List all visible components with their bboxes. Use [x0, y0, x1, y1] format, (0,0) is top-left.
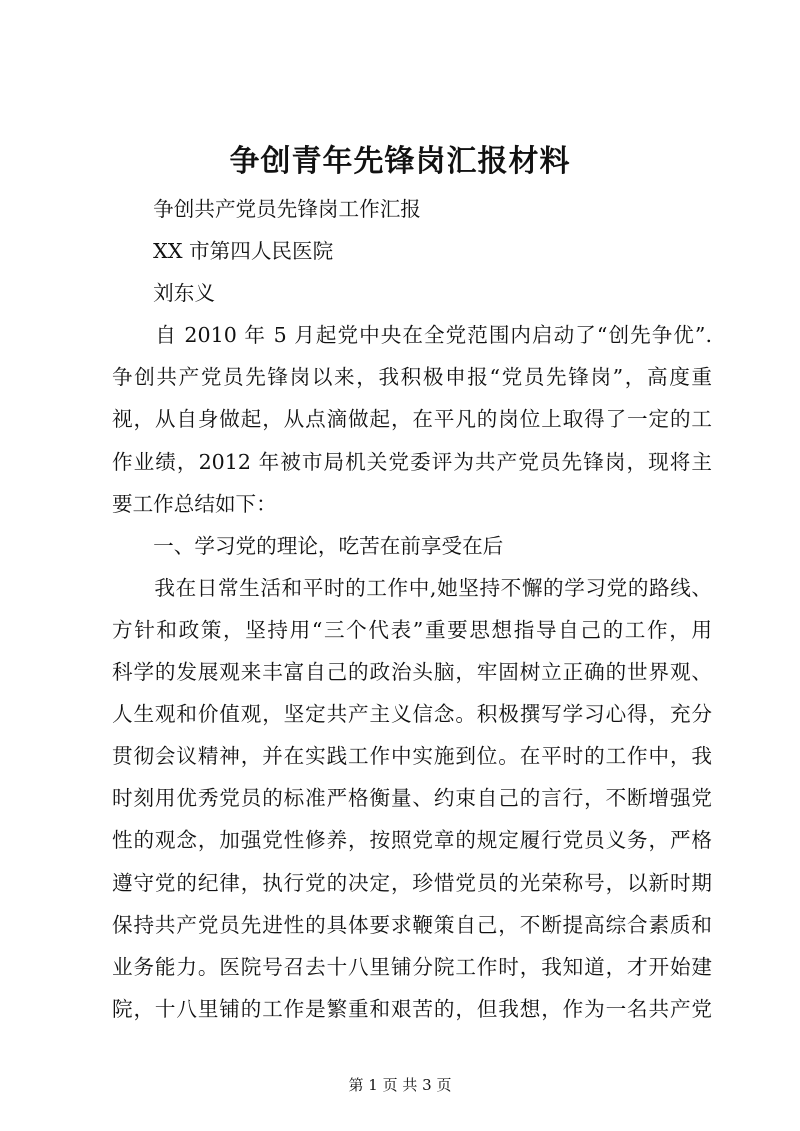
text-line: 遵守党的纪律，执行党的决定，珍惜党员的光荣称号，以新时期 — [112, 870, 712, 895]
text-line: 争创共产党员先锋岗工作汇报 — [112, 197, 421, 221]
page-footer: 第 1 页 共 3 页 — [348, 1076, 452, 1094]
text-line: 时刻用优秀党员的标准严格衡量、约束自己的言行，不断增强党 — [112, 786, 712, 811]
text-line: 科学的发展观来丰富自己的政治头脑，牢固树立正确的世界观、 — [112, 660, 712, 685]
text-line: 要工作总结如下： — [112, 491, 277, 516]
document-body — [112, 188, 712, 1030]
text-line: 自 2010 年 5 月起党中央在全党范围内启动了“创先争优”. — [112, 323, 712, 348]
text-line: 争创共产党员先锋岗以来，我积极申报“党员先锋岗”，高度重 — [112, 365, 712, 390]
text-line: XX 市第四人民医院 — [112, 239, 334, 264]
text-line: 贯彻会议精神，并在实践工作中实施到位。在平时的工作中，我 — [112, 744, 712, 769]
text-line: 我在日常生活和平时的工作中,她坚持不懈的学习党的路线、 — [112, 575, 712, 600]
text-line: 作业绩，2012 年被市局机关党委评为共产党员先锋岗，现将主 — [112, 449, 712, 474]
text-line: 业务能力。医院号召去十八里铺分院工作时，我知道，才开始建 — [112, 954, 712, 979]
text-line: 院，十八里铺的工作是繁重和艰苦的，但我想，作为一名共产党 — [112, 996, 712, 1021]
text-line: 性的观念，加强党性修养，按照党章的规定履行党员义务，严格 — [112, 828, 712, 853]
text-line: 刘东义 — [112, 281, 215, 306]
text-line: 保持共产党员先进性的具体要求鞭策自己，不断提高综合素质和 — [112, 912, 712, 937]
text-line: 方针和政策，坚持用“三个代表”重要思想指导自己的工作，用 — [112, 617, 712, 642]
page-title: 争创青年先锋岗汇报材料 — [229, 144, 571, 179]
text-line: 一、学习党的理论，吃苦在前享受在后 — [112, 533, 504, 558]
text-line: 人生观和价值观，坚定共产主义信念。积极撰写学习心得，充分 — [112, 702, 712, 727]
text-line: 视，从自身做起，从点滴做起，在平凡的岗位上取得了一定的工 — [112, 407, 712, 432]
